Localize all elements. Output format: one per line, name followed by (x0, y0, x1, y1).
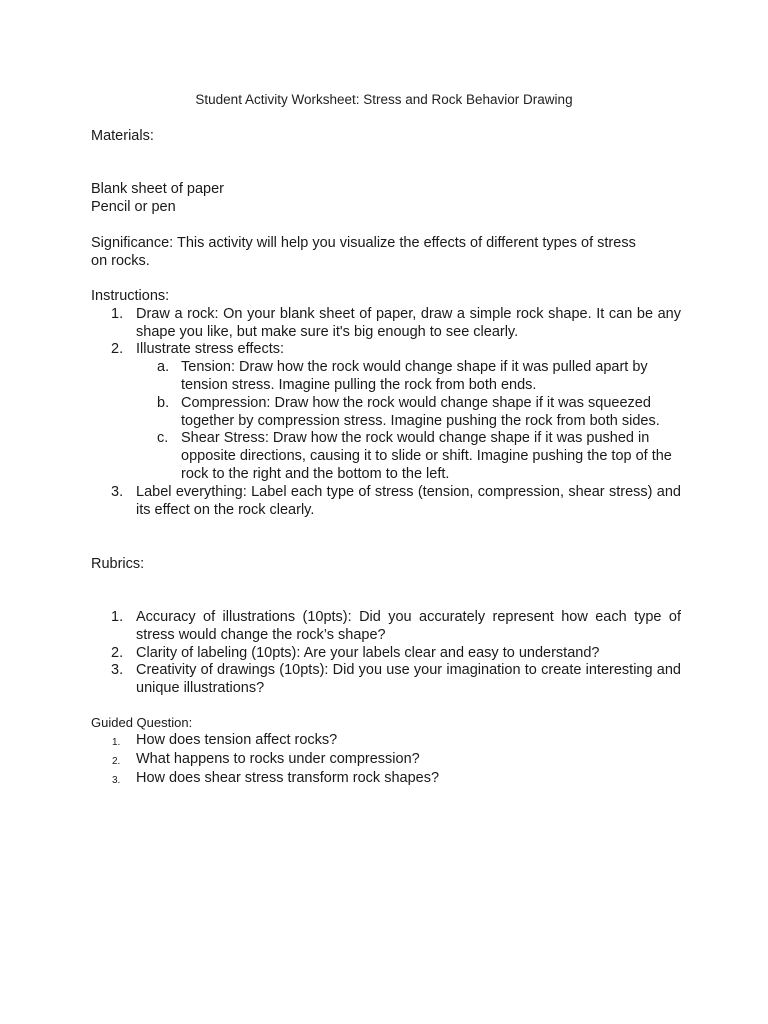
list-number: 2. (112, 756, 121, 767)
list-item-text: How does shear stress transform rock shapes? (136, 770, 440, 786)
list-letter: c. (157, 430, 169, 447)
instructions-heading: Instructions: (91, 288, 170, 304)
list-item-text: Accuracy of illustrations (10pts): Did you accurately represent how each type of stress would change the rock’s shape? (136, 609, 681, 643)
list-item-text: Label everything: Label each type of stress (tension, compression, shear stress) and its effect on the rock clearly. (136, 483, 681, 518)
guided-question-list (91, 731, 681, 788)
instructions-section (91, 288, 681, 519)
list-item-text: Tension: Draw how the rock would change shape if it was pulled apart by tension stress. Imagine pulling the rock from both ends. (181, 359, 648, 393)
list-number: 3. (111, 662, 124, 679)
list-number: 1. (111, 305, 124, 322)
list-item (91, 750, 681, 769)
page-title: Student Activity Worksheet: Stress and Rock Behavior Drawing (195, 92, 573, 107)
list-number: 3. (111, 483, 124, 500)
list-letter: a. (157, 359, 170, 376)
list-number: 1. (111, 609, 124, 625)
materials-item: Blank sheet of paper (91, 181, 225, 197)
list-item-text: Creativity of drawings (10pts): Did you use your imagination to create interesting and unique illustrations? (136, 662, 681, 697)
materials-list (91, 181, 681, 217)
list-item-text: Draw a rock: On your blank sheet of paper, draw a simple rock shape. It can be any shape you like, but make sure it's big enough to see clearly. (136, 305, 681, 340)
list-letter: b. (157, 394, 170, 411)
list-item (91, 731, 681, 750)
list-number: 3. (112, 775, 121, 786)
list-item (91, 645, 681, 663)
sub-list-item (91, 395, 681, 431)
list-number: 2. (111, 341, 124, 358)
rubrics-heading: Rubrics: (91, 556, 145, 572)
list-item-text: What happens to rocks under compression? (136, 751, 420, 767)
list-item (91, 769, 681, 788)
significance-line: Significance: This activity will help you visualize the effects of different types of stress (91, 235, 636, 251)
instructions-list (91, 306, 681, 520)
list-item-text: Clarity of labeling (10pts): Are your labels clear and easy to understand? (136, 644, 600, 661)
list-item (91, 609, 681, 645)
list-number: 1. (112, 737, 121, 748)
list-item-text: Compression: Draw how the rock would change shape if it was squeezed together by compression stress. Imagine pushing the rock from both sides. (181, 394, 660, 429)
sub-list-item (91, 430, 681, 483)
list-item (91, 662, 681, 698)
list-item (91, 306, 681, 342)
materials-item: Pencil or pen (91, 198, 176, 215)
significance-paragraph (91, 235, 681, 271)
list-item-text: How does tension affect rocks? (136, 732, 338, 748)
sub-list-item (91, 359, 681, 395)
guided-question-heading: Guided Question: (91, 715, 193, 730)
list-number: 2. (111, 644, 124, 661)
list-item (91, 484, 681, 520)
materials-heading: Materials: (91, 128, 154, 144)
list-item (91, 341, 681, 359)
list-item-text: Illustrate stress effects: (136, 341, 285, 358)
list-item-text: Shear Stress: Draw how the rock would change shape if it was pushed in opposite directions, causing it to slide or shift. Imagine pushing the top of the rock to the right and the bottom to the left. (181, 430, 672, 482)
significance-line: on rocks. (91, 252, 150, 269)
rubrics-list (91, 609, 681, 698)
